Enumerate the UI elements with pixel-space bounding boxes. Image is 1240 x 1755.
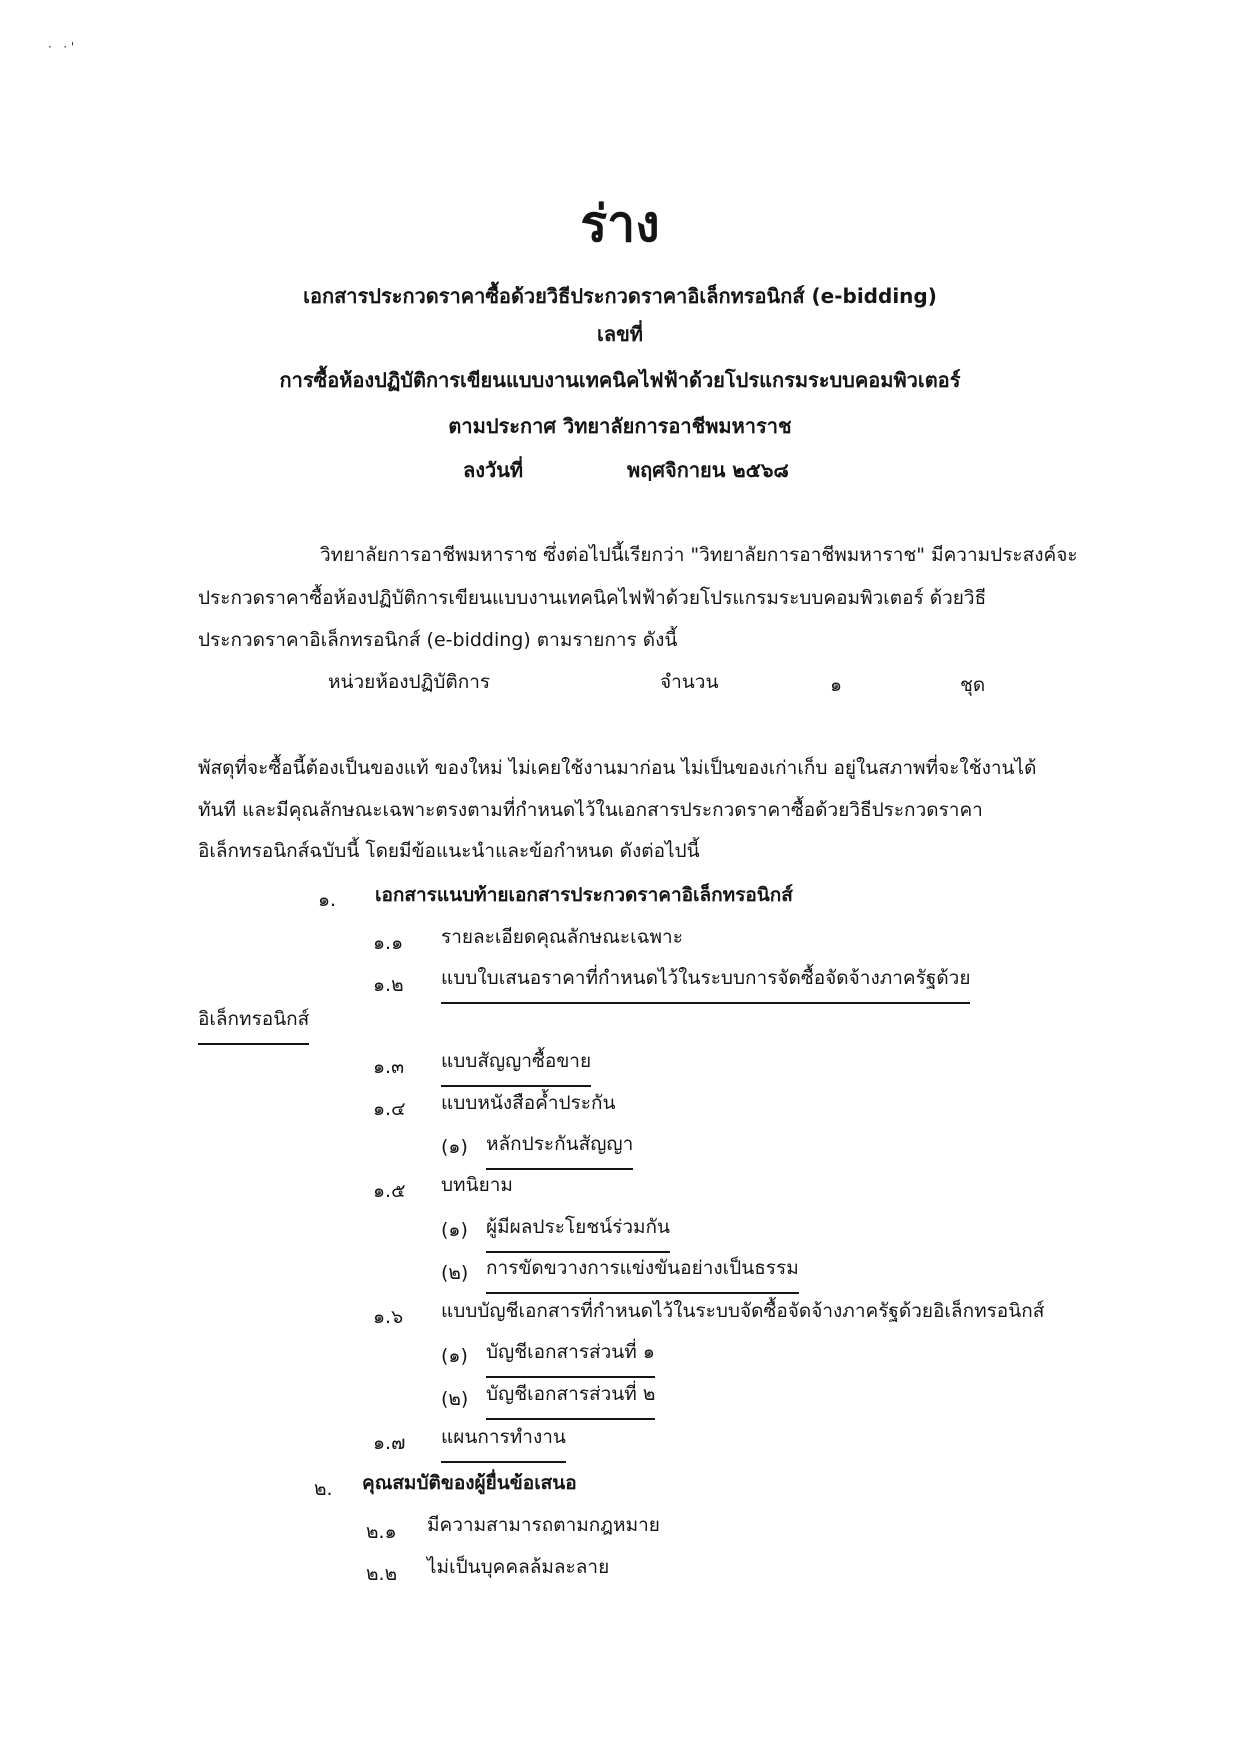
item-1-6-2-number: (๒) [441, 1388, 469, 1410]
item-2-1-number: ๒.๑ [366, 1521, 397, 1543]
item-1-7-number: ๑.๗ [373, 1432, 406, 1454]
para2-line-2: ทันที และมีคุณลักษณะเฉพาะตรงตามที่กำหนดไว้ในเอกสารประกวดราคาซื้อด้วยวิธีประกวดราคา [198, 799, 983, 821]
draft-title: ร่าง [580, 194, 660, 253]
item-1-4-number: ๑.๔ [373, 1098, 406, 1120]
scan-specks: · · ' [48, 40, 75, 54]
item-1-5: บทนิยาม [441, 1174, 513, 1196]
item-1-5-2: การขัดขวางการแข่งขันอย่างเป็นธรรม [486, 1253, 799, 1294]
intro-line-3: ประกวดราคาอิเล็กทรอนิกส์ (e-bidding) ตามรายการ ดังนี้ [198, 629, 678, 651]
item-1-7: แผนการทำงาน [441, 1422, 566, 1463]
item-1-5-1: ผู้มีผลประโยชน์ร่วมกัน [486, 1212, 670, 1253]
item-1-6-1: บัญชีเอกสารส่วนที่ ๑ [486, 1337, 655, 1378]
item-1-5-number: ๑.๕ [373, 1180, 406, 1202]
doc-number-label: เลขที่ [597, 322, 643, 346]
section1-number: ๑. [318, 889, 337, 911]
item-qty-label: จำนวน [660, 671, 719, 693]
item-1-1-number: ๑.๑ [373, 932, 404, 954]
item-1-4-1-number: (๑) [441, 1136, 468, 1158]
item-qty: ๑ [830, 674, 843, 696]
item-1-2: แบบใบเสนอราคาที่กำหนดไว้ในระบบการจัดซื้อจัดจ้างภาครัฐด้วย [441, 963, 970, 1004]
item-1-4-1: หลักประกันสัญญา [486, 1129, 633, 1170]
item-2-2: ไม่เป็นบุคคลล้มละลาย [427, 1556, 610, 1578]
item-1-6-2: บัญชีเอกสารส่วนที่ ๒ [486, 1379, 655, 1420]
item-1-4: แบบหนังสือค้ำประกัน [441, 1092, 616, 1114]
doc-heading: เอกสารประกวดราคาซื้อด้วยวิธีประกวดราคาอิเล็กทรอนิกส์ (e-bidding) [303, 284, 937, 308]
date-label: ลงวันที่ [463, 458, 524, 482]
item-1-5-2-number: (๒) [441, 1262, 469, 1284]
section2-title: คุณสมบัติของผู้ยื่นข้อเสนอ [362, 1472, 577, 1494]
item-1-2-continued: อิเล็กทรอนิกส์ [198, 1004, 309, 1045]
item-1-3: แบบสัญญาซื้อขาย [441, 1046, 591, 1087]
item-unit: ชุด [960, 674, 986, 696]
item-1-6-1-number: (๑) [441, 1345, 468, 1367]
item-name: หน่วยห้องปฏิบัติการ [328, 671, 491, 693]
intro-line-2: ประกวดราคาซื้อห้องปฏิบัติการเขียนแบบงานเทคนิคไฟฟ้าด้วยโปรแกรมระบบคอมพิวเตอร์ ด้วยวิธี [198, 587, 987, 609]
item-2-1: มีความสามารถตามกฎหมาย [427, 1514, 660, 1536]
item-1-1: รายละเอียดคุณลักษณะเฉพาะ [441, 926, 683, 948]
section2-number: ๒. [314, 1478, 333, 1500]
doc-announcement: ตามประกาศ วิทยาลัยการอาชีพมหาราช [448, 414, 792, 438]
item-1-6-number: ๑.๖ [373, 1306, 404, 1328]
date-value: พฤศจิกายน ๒๕๖๘ [627, 458, 789, 482]
item-1-3-number: ๑.๓ [373, 1056, 405, 1078]
para2-line-3: อิเล็กทรอนิกส์ฉบับนี้ โดยมีข้อแนะนำและข้อกำหนด ดังต่อไปนี้ [198, 840, 700, 862]
item-1-5-1-number: (๑) [441, 1219, 468, 1241]
para2-line-1: พัสดุที่จะซื้อนี้ต้องเป็นของแท้ ของใหม่ ไม่เคยใช้งานมาก่อน ไม่เป็นของเก่าเก็บ อยู่ในสภาพที่จะใช้งานได้ [198, 757, 1037, 779]
section1-title: เอกสารแนบท้ายเอกสารประกวดราคาอิเล็กทรอนิกส์ [375, 884, 793, 906]
item-1-6: แบบบัญชีเอกสารที่กำหนดไว้ในระบบจัดซื้อจัดจ้างภาครัฐด้วยอิเล็กทรอนิกส์ [441, 1300, 1045, 1322]
intro-line-1: วิทยาลัยการอาชีพมหาราช ซึ่งต่อไปนี้เรียกว่า "วิทยาลัยการอาชีพมหาราช" มีความประสงค์จะ [320, 544, 1078, 566]
doc-subject: การซื้อห้องปฏิบัติการเขียนแบบงานเทคนิคไฟฟ้าด้วยโปรแกรมระบบคอมพิวเตอร์ [279, 368, 961, 392]
item-1-2-number: ๑.๒ [373, 974, 404, 996]
item-2-2-number: ๒.๒ [366, 1563, 398, 1585]
